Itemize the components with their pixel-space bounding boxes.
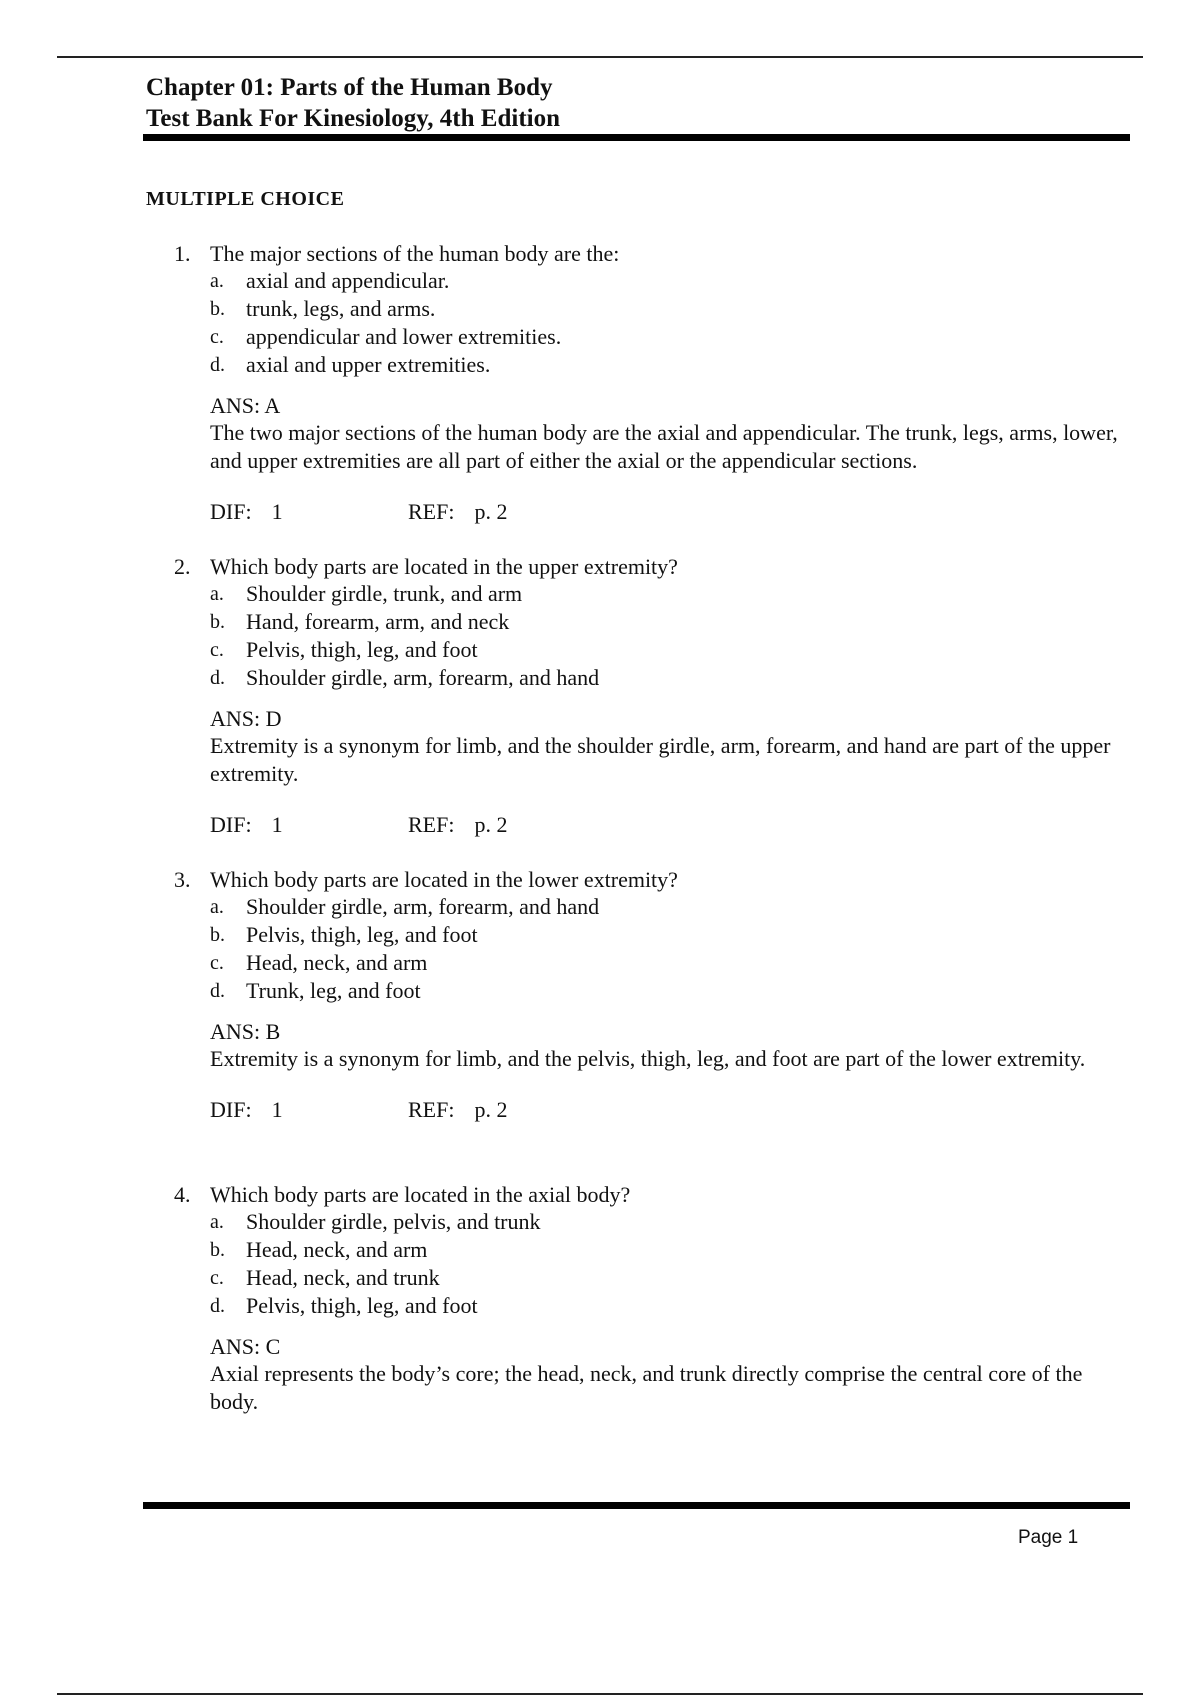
option-letter: d. bbox=[210, 1295, 225, 1317]
question-number: 1. bbox=[174, 241, 191, 266]
header-bar bbox=[143, 134, 1130, 141]
option-text: Shoulder girdle, arm, forearm, and hand bbox=[246, 665, 600, 690]
bottom-divider bbox=[57, 1693, 1143, 1695]
ref-label: REF: bbox=[408, 1097, 455, 1122]
option-a bbox=[210, 580, 1134, 608]
option-letter: a. bbox=[210, 583, 224, 605]
option-d bbox=[210, 664, 1134, 692]
question-meta bbox=[210, 1097, 1134, 1123]
option-text: Head, neck, and arm bbox=[246, 1237, 428, 1262]
option-letter: c. bbox=[210, 326, 224, 348]
option-d bbox=[210, 351, 1134, 379]
option-a bbox=[210, 1208, 1134, 1236]
dif-value: 1 bbox=[271, 499, 283, 524]
option-b bbox=[210, 295, 1134, 323]
question-4 bbox=[174, 1181, 1134, 1416]
options-list bbox=[210, 580, 1134, 692]
question-meta bbox=[210, 499, 1134, 525]
option-text: appendicular and lower extremities. bbox=[246, 324, 562, 349]
question-text: Which body parts are located in the axial body? bbox=[210, 1182, 631, 1207]
option-b bbox=[210, 1236, 1134, 1264]
question-text: Which body parts are located in the lower extremity? bbox=[210, 867, 678, 892]
option-text: Shoulder girdle, arm, forearm, and hand bbox=[246, 894, 600, 919]
top-divider bbox=[57, 56, 1143, 58]
ref-label: REF: bbox=[408, 812, 455, 837]
option-text: Pelvis, thigh, leg, and foot bbox=[246, 1293, 478, 1318]
option-text: axial and upper extremities. bbox=[246, 352, 491, 377]
answer-key: ANS: A bbox=[210, 393, 281, 418]
dif-label: DIF: bbox=[210, 1097, 252, 1122]
answer-rationale: The two major sections of the human body are the axial and appendicular. The trunk, legs, arms, lower, and upper extremities are all part of either the axial or the appendicular sections. bbox=[210, 420, 1118, 473]
footer-bar bbox=[143, 1502, 1130, 1509]
options-list bbox=[210, 893, 1134, 1005]
dif-label: DIF: bbox=[210, 812, 252, 837]
option-b bbox=[210, 921, 1134, 949]
option-letter: b. bbox=[210, 1239, 225, 1261]
option-c bbox=[210, 1264, 1134, 1292]
option-d bbox=[210, 977, 1134, 1005]
option-text: axial and appendicular. bbox=[246, 268, 450, 293]
option-text: Shoulder girdle, trunk, and arm bbox=[246, 581, 523, 606]
answer-key: ANS: B bbox=[210, 1019, 281, 1044]
answer-key: ANS: D bbox=[210, 706, 282, 731]
option-text: Shoulder girdle, pelvis, and trunk bbox=[246, 1209, 541, 1234]
page-number: Page 1 bbox=[1018, 1527, 1079, 1548]
answer-block bbox=[210, 1334, 1134, 1416]
option-text: trunk, legs, and arms. bbox=[246, 296, 436, 321]
question-text: The major sections of the human body are the: bbox=[210, 241, 620, 266]
question-1 bbox=[174, 240, 1134, 525]
answer-block bbox=[210, 706, 1134, 838]
option-letter: c. bbox=[210, 1267, 224, 1289]
option-letter: a. bbox=[210, 896, 224, 918]
option-letter: c. bbox=[210, 639, 224, 661]
dif-value: 1 bbox=[271, 1097, 283, 1122]
option-text: Trunk, leg, and foot bbox=[246, 978, 421, 1003]
question-text: Which body parts are located in the upper extremity? bbox=[210, 554, 678, 579]
book-title: Test Bank For Kinesiology, 4th Edition bbox=[146, 105, 560, 132]
option-a bbox=[210, 267, 1134, 295]
ref-value: p. 2 bbox=[474, 499, 508, 524]
chapter-title: Chapter 01: Parts of the Human Body bbox=[146, 74, 553, 101]
option-text: Pelvis, thigh, leg, and foot bbox=[246, 637, 478, 662]
document-header bbox=[146, 72, 1126, 134]
option-text: Pelvis, thigh, leg, and foot bbox=[246, 922, 478, 947]
option-letter: c. bbox=[210, 952, 224, 974]
dif-label: DIF: bbox=[210, 499, 252, 524]
option-letter: b. bbox=[210, 924, 225, 946]
answer-rationale: Extremity is a synonym for limb, and the shoulder girdle, arm, forearm, and hand are part of the upper extremity. bbox=[210, 733, 1111, 786]
answer-block bbox=[210, 393, 1134, 525]
option-c bbox=[210, 636, 1134, 664]
option-c bbox=[210, 323, 1134, 351]
option-letter: d. bbox=[210, 354, 225, 376]
option-d bbox=[210, 1292, 1134, 1320]
option-letter: d. bbox=[210, 980, 225, 1002]
option-a bbox=[210, 893, 1134, 921]
answer-block bbox=[210, 1019, 1134, 1123]
section-title: MULTIPLE CHOICE bbox=[146, 188, 345, 210]
option-letter: b. bbox=[210, 611, 225, 633]
ref-label: REF: bbox=[408, 499, 455, 524]
question-number: 2. bbox=[174, 554, 191, 579]
option-text: Head, neck, and arm bbox=[246, 950, 428, 975]
answer-rationale: Extremity is a synonym for limb, and the pelvis, thigh, leg, and foot are part of the lower extremity. bbox=[210, 1046, 1086, 1071]
option-text: Head, neck, and trunk bbox=[246, 1265, 440, 1290]
option-text: Hand, forearm, arm, and neck bbox=[246, 609, 510, 634]
option-letter: d. bbox=[210, 667, 225, 689]
ref-value: p. 2 bbox=[474, 1097, 508, 1122]
question-2 bbox=[174, 553, 1134, 838]
question-number: 3. bbox=[174, 867, 191, 892]
dif-value: 1 bbox=[271, 812, 283, 837]
options-list bbox=[210, 267, 1134, 379]
option-c bbox=[210, 949, 1134, 977]
answer-rationale: Axial represents the body’s core; the head, neck, and trunk directly comprise the central core of the body. bbox=[210, 1361, 1083, 1414]
ref-value: p. 2 bbox=[474, 812, 508, 837]
option-b bbox=[210, 608, 1134, 636]
option-letter: b. bbox=[210, 298, 225, 320]
question-3 bbox=[174, 866, 1134, 1123]
option-letter: a. bbox=[210, 1211, 224, 1233]
options-list bbox=[210, 1208, 1134, 1320]
answer-key: ANS: C bbox=[210, 1334, 281, 1359]
question-meta bbox=[210, 812, 1134, 838]
question-number: 4. bbox=[174, 1182, 191, 1207]
option-letter: a. bbox=[210, 270, 224, 292]
